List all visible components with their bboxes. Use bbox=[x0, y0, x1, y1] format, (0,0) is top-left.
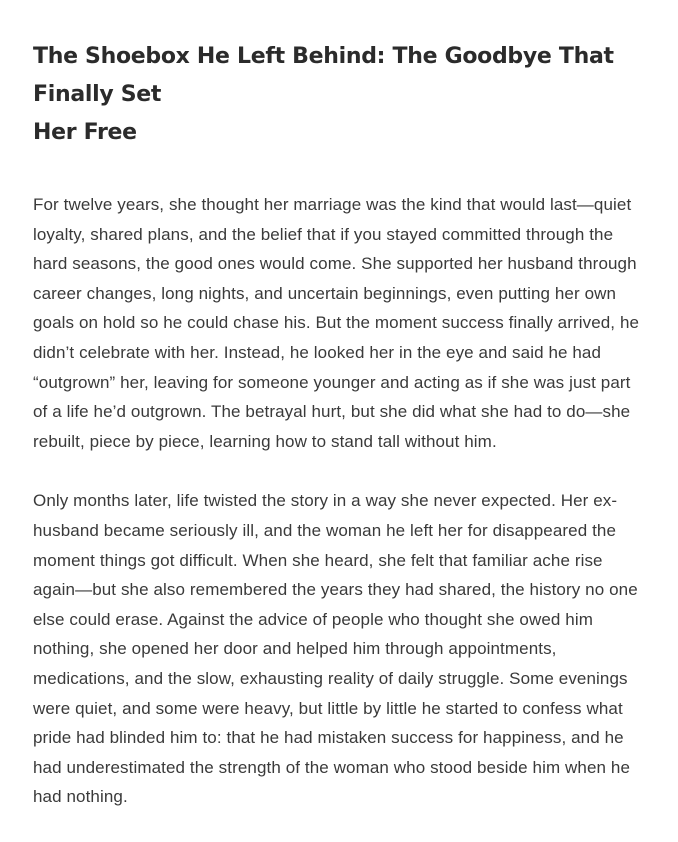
article-title: The Shoebox He Left Behind: The Goodbye That Finally Set Her Free bbox=[33, 44, 614, 145]
article-paragraph-1: For twelve years, she thought her marriage was the kind that would last—quiet loyalty, shared plans, and the belief that if you stayed committed through the hard seasons, the good ones would come. She supported her husband through career changes, long nights, and uncertain beginnings, even putting her own goals on hold so he could chase his. But the moment success finally arrived, he didn’t celebrate with her. Instead, he looked her in the eye and said he had “outgrown” her, leaving for someone younger and acting as if she was just part of a life he’d outgrown. The betrayal hurt, but she did what she had to do—she rebuilt, piece by piece, learning how to stand tall without him. bbox=[33, 195, 640, 451]
article-paragraph-2: Only months later, life twisted the story in a way she never expected. Her ex- husband became seriously ill, and the woman he left her for disappeared the moment things got difficult. When she heard, she felt that familiar ache rise again—but she also remembered the years they had shared, the history no one else could erase. Against the advice of people who thought she owed him nothing, she opened her door and helped him through appointments, medications, and the slow, exhausting reality of daily struggle. Some evenings were quiet, and some were heavy, but little by little he started to confess what pride had blinded him to: that he had mistaken success for happiness, and he had underestimated the strength of the woman who stood beside him when he had nothing. bbox=[33, 491, 638, 807]
article bbox=[33, 38, 673, 842]
